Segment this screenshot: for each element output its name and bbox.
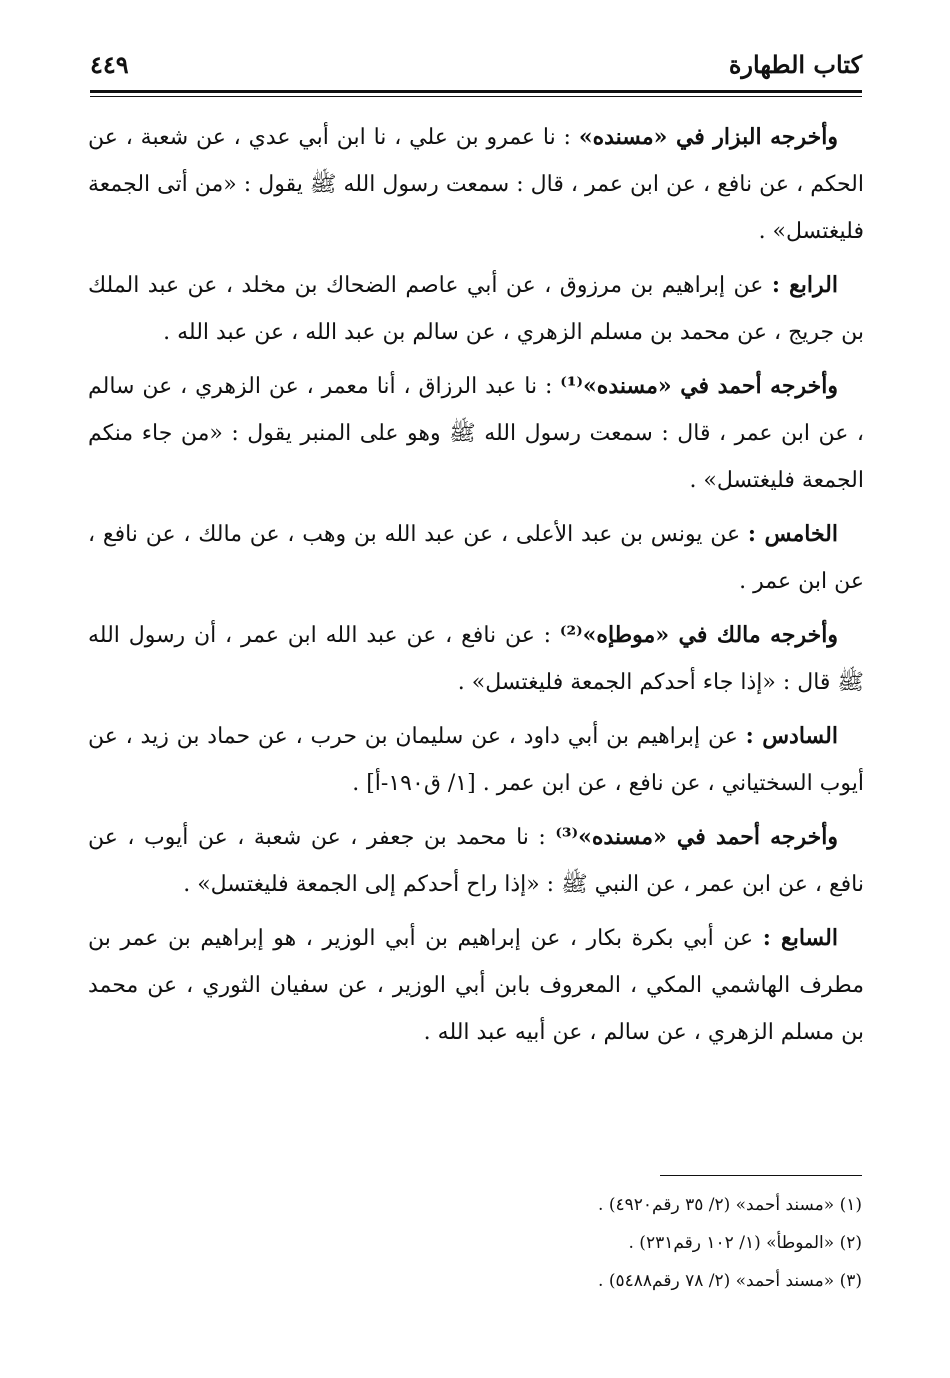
header-rule (90, 90, 862, 93)
footnote: (١) «مسند أحمد» (٢/ ٣٥ رقم٤٩٢٠) . (598, 1195, 862, 1215)
paragraph-text: : نا عبد الرزاق ، أنا معمر ، عن الزهري ، عن سالم ، عن ابن عمر ، قال : سمعت رسول الله ﷺ وهو على المنبر يقول : «من جاء منكم الجمعة فليغتسل» . (88, 374, 864, 493)
paragraph (88, 713, 864, 807)
paragraph-text: : عن نافع ، عن عبد الله ابن عمر ، أن رسول الله ﷺ قال : «إذا جاء أحدكم الجمعة فليغتسل» . (88, 623, 864, 695)
header-rule-thin (90, 96, 862, 97)
page-body (88, 114, 864, 1063)
paragraph-text: عن يونس بن عبد الأعلى ، عن عبد الله بن وهب ، عن مالك ، عن نافع ، عن ابن عمر . (88, 522, 864, 594)
paragraph-lead: السابع : (762, 925, 838, 951)
paragraph-text: : نا محمد بن جعفر ، عن شعبة ، عن أيوب ، عن نافع ، عن ابن عمر ، عن النبي ﷺ : «إذا راح أحدكم إلى الجمعة فليغتسل» . (88, 825, 864, 897)
paragraph (88, 612, 864, 706)
paragraph (88, 814, 864, 908)
paragraph-lead: السادس : (745, 723, 838, 749)
paragraph-lead: وأخرجه مالك في «موطإه»⁽²⁾ (559, 622, 838, 648)
paragraph (88, 363, 864, 504)
paragraph-lead: الرابع : (771, 272, 838, 298)
paragraph-lead: وأخرجه أحمد في «مسنده»⁽³⁾ (555, 824, 839, 850)
paragraph-text: عن إبراهيم بن أبي داود ، عن سليمان بن حرب ، عن حماد بن زيد ، عن أيوب السختياني ، عن نافع ، عن ابن عمر . [١/ ق١٩٠-أ] . (88, 724, 864, 796)
footnotes (300, 1186, 862, 1300)
paragraph-lead: الخامس : (747, 521, 838, 547)
paragraph (88, 915, 864, 1056)
running-title: كتاب الطهارة (728, 49, 862, 79)
paragraph (88, 511, 864, 605)
paragraph-text: عن إبراهيم بن مرزوق ، عن أبي عاصم الضحاك بن مخلد ، عن عبد الملك بن جريج ، عن محمد بن مسلم الزهري ، عن سالم بن عبد الله ، عن عبد الله . (88, 273, 864, 345)
paragraph (88, 114, 864, 255)
page-header (90, 40, 862, 88)
footnote-separator (660, 1175, 862, 1176)
footnote: (٢) «الموطأ» (١/ ١٠٢ رقم٢٣١) . (628, 1233, 862, 1253)
paragraph-lead: وأخرجه أحمد في «مسنده»⁽¹⁾ (560, 373, 838, 399)
paragraph-text: : نا عمرو بن علي ، نا ابن أبي عدي ، عن شعبة ، عن الحكم ، عن نافع ، عن ابن عمر ، قال : سمعت رسول الله ﷺ يقول : «من أتى الجمعة فليغتسل» . (88, 125, 864, 244)
paragraph-lead: وأخرجه البزار في «مسنده» (578, 124, 838, 150)
page-number: ٤٤٩ (90, 49, 129, 79)
paragraph-text: عن أبي بكرة بكار ، عن إبراهيم بن أبي الوزير ، هو إبراهيم بن عمر بن مطرف الهاشمي المكي ، المعروف بابن أبي الوزير ، عن سفيان الثوري ، عن محمد بن مسلم الزهري ، عن سالم ، عن أبيه عبد الله . (88, 926, 864, 1045)
paragraph (88, 262, 864, 356)
footnote: (٣) «مسند أحمد» (٢/ ٧٨ رقم٥٤٨٨) . (598, 1271, 862, 1291)
